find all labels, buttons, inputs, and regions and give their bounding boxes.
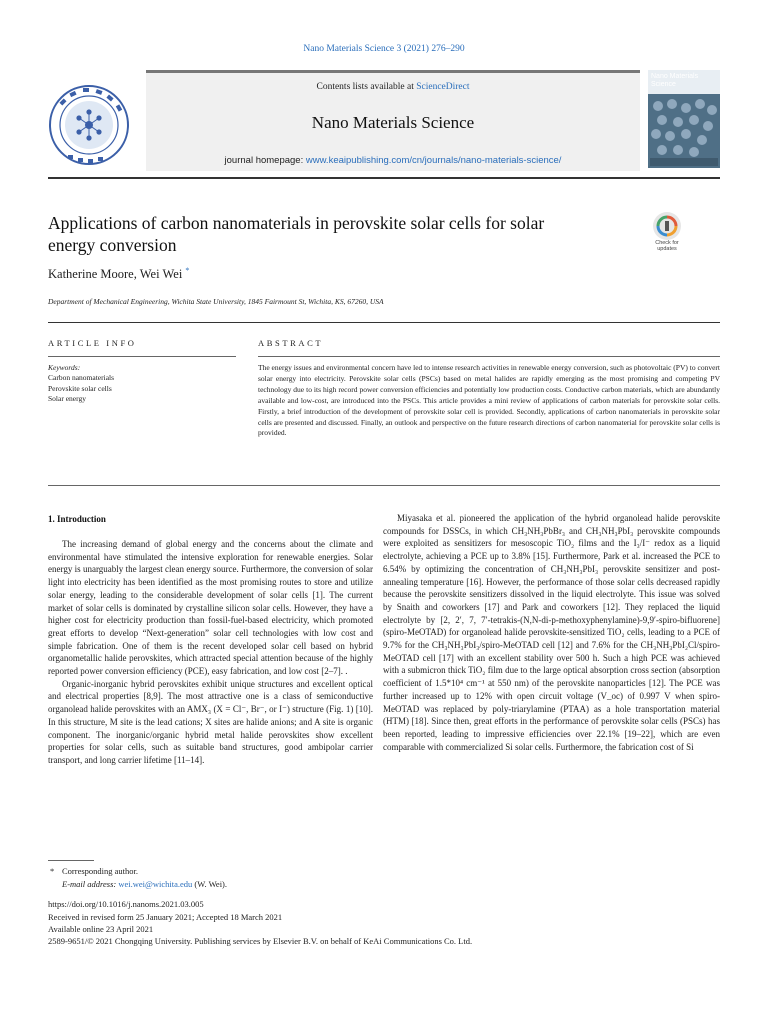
article-title-line-1: Applications of carbon nanomaterials in perovskite solar cells for solar	[48, 213, 545, 233]
authors	[48, 266, 189, 282]
email-link[interactable]: wei.wei@wichita.edu	[118, 879, 193, 889]
abstract-text: The energy issues and environmental concern have led to intense research activities in renewable energy conversion, such as photovoltaic (PV) to convert solar energy into electricity. Perovskite solar cells (PSCs) based on metal halides are rapidly emerging as the most promising and competing PV technology due to its high record power conversion efficiencies and potentially low production costs. Conductive carbon materials, which are abundantly available and low-cost, are introduced into the PSCs. This article provides a mini review of applications of carbon materials for perovskite solar cells. Firstly, a brief introduction of the development of perovskite solar cell is provided. Secondly, applications of carbon nanomaterials in perovskite solar cells are presented and discussed. Finally, an outlook and perspective on the future research directions of carbon nanomaterial for perovskite solar cells is provided.	[258, 363, 720, 438]
journal-homepage	[146, 155, 640, 166]
check-for-updates-badge[interactable]	[646, 212, 688, 256]
copyright: 2589-9651/© 2021 Chongqing University. Publishing services by Elsevier B.V. on behalf of KeAi Communications Co. Ltd.	[48, 936, 473, 946]
keywords-list	[48, 373, 114, 405]
article-info-rule	[48, 356, 236, 357]
section-rule	[48, 322, 720, 323]
email-note	[62, 879, 227, 889]
corresponding-author-note: Corresponding author.	[62, 866, 139, 876]
journal-citation[interactable]: Nano Materials Science 3 (2021) 276–290	[303, 44, 465, 54]
article-info-heading: ARTICLE INFO	[48, 338, 137, 348]
check-label-line-1: Check for	[655, 240, 679, 246]
corresponding-author-mark[interactable]: *	[185, 266, 190, 275]
intro-paragraph-3: Miyasaka et al. pioneered the application of the hybrid organolead halide perovskite compounds for DSSCs, in which CH₃NH₃PbBr₃ and CH₃NH₃PbI₃ perovskite compounds were exploited as sensitizers for mesoscopic TiO₂ films and the I₃/I⁻ redox as a liquid electrolyte, achieving a PCE up to 3.8% [15]. Furthermore, Park et al. increased the PCE to 6.54% by optimizing the concentration of CH₃NH₃PbI₃ perovskite sensitizer and post-annealing temperature [16]. However, the performance of those solar cells decreased rapidly because the perovskite sensitizers dissolved in the liquid electrolyte. This issue was solved by Snaith and coworkers [17] and Park and coworkers [12]. They replaced the liquid electrolyte by [2, 2′, 7, 7′-tetrakis-(N,N-di-p-methoxyphenylamine)-9,9′-spiro-bifluorene] (spiro-MeOTAD) for organolead halide perovskite-sensitized TiO₂ cells, leading to a PCE of 9.7% for the CH₃NH₃PbI₃/spiro-MeOTAD cell [12] and 7.6% for the CH₃NH₃PbI₂Cl/spiro-MeOTAD cell [17] with an excellent stability over 500 h. Such a high PCE was achieved with a submicron thick TiO₂ film due to the large optical absorption cross section (absorption coefficient of 1.5*10⁴ cm⁻¹ at 550 nm) of the perovskite nanoparticles [12]. The PCE was further increased up to 12% with open circuit voltage (V_oc) of 0.997 V when spiro-MeOTAD was replaced by poly-triarylamine (PTAA) as a hole transportation material (HTM) [18]. Since then, great efforts in the performance of perovskite solar cells (PSCs) has been reported, leading to impressive efficiencies over 22.1% [19–22], which are even comparable with commercialized Si solar cells. Furthermore, the fabrication cost of Si	[383, 513, 720, 752]
email-label: E-mail address:	[62, 879, 119, 889]
online-date: Available online 23 April 2021	[48, 924, 154, 934]
email-suffix: (W. Wei).	[192, 879, 228, 889]
intro-paragraph-2: Organic-inorganic hybrid perovskites exhibit unique structures and excellent optical and electrical properties [8,9]. The most attractive one is a class of semiconductive organolead halide perovskites with an AMX₃ (X = Cl⁻, Br⁻, or I⁻) structure (Fig. 1) [10]. In this structure, M site is the lead cations; X sites are halide anions; and A site is organic component. The inorganic/organic hybrid metal halide perovskites show excellent properties for solar cells, such as suitable band structures, good ambipolar carrier transport, and long carrier lifetime [11–14].	[48, 678, 373, 765]
intro-paragraph-1: The increasing demand of global energy and the concerns about the climate and environmental have stimulated the intensive exploration for renewable energies. Solar energy is unarguably the largest clean energy source. Furthermore, the conversion of solar light into electricity has been identified as the most promising routes to store and utilize solar energy, leading to the considerable development of solar cells [1]. The current market of solar cells is dominated by crystalline silicon solar cells. However, they have a higher cost for electricity production than fossil-fuel-based electricity, which promoted great efforts to develop “Next-generation” solar cell technologies with low cost and simple fabrication. One of them is the recent developed solar cell based on hybrid organometallic halide perovskites, which attracted special attention because of the highly reported power conversion efficiency (PCE), easy fabrication, and low cost [2–7]. .	[48, 539, 373, 677]
contents-prefix: Contents lists available at	[316, 82, 417, 92]
check-label-line-2: updates	[657, 246, 677, 252]
author-names: Katherine Moore, Wei Wei	[48, 267, 183, 282]
keyword-item: Perovskite solar cells	[48, 383, 112, 393]
journal-header-center	[146, 70, 640, 171]
keyword-item: Carbon nanomaterials	[48, 373, 115, 382]
article-title-line-2: energy conversion	[48, 235, 177, 255]
body-column-right	[383, 512, 720, 753]
journal-header	[48, 70, 720, 170]
homepage-label: journal homepage:	[224, 155, 306, 166]
header-rule	[48, 177, 720, 179]
sciencedirect-link[interactable]: ScienceDirect	[416, 82, 470, 92]
footnote-mark: *	[50, 866, 55, 876]
journal-cover-image[interactable]	[648, 70, 720, 168]
footnote-rule	[48, 860, 94, 861]
abstract-bottom-rule	[48, 485, 720, 486]
keyword-item: Solar energy	[48, 394, 86, 403]
abstract-heading: ABSTRACT	[258, 338, 324, 348]
introduction-heading: 1. Introduction	[48, 514, 106, 524]
received-dates: Received in revised form 25 January 2021; Accepted 18 March 2021	[48, 912, 283, 922]
contents-line	[146, 82, 640, 92]
check-for-updates-icon	[653, 212, 681, 240]
doi-link[interactable]: https://doi.org/10.1016/j.nanoms.2021.03.005	[48, 899, 204, 909]
abstract-rule	[258, 356, 720, 357]
check-for-updates-label	[646, 240, 688, 252]
body-column-left	[48, 538, 373, 767]
homepage-link[interactable]: www.keaipublishing.com/cn/journals/nano-materials-science/	[305, 155, 562, 166]
keywords-label: Keywords:	[48, 363, 81, 372]
journal-name: Nano Materials Science	[311, 113, 475, 132]
article-title	[48, 212, 608, 256]
nano-materials-science-logo	[48, 84, 130, 166]
cover-title: Nano Materials Science	[651, 73, 699, 88]
affiliation: Department of Mechanical Engineering, Wichita State University, 1845 Fairmount St, Wichita, KS, 67260, USA	[48, 297, 384, 306]
